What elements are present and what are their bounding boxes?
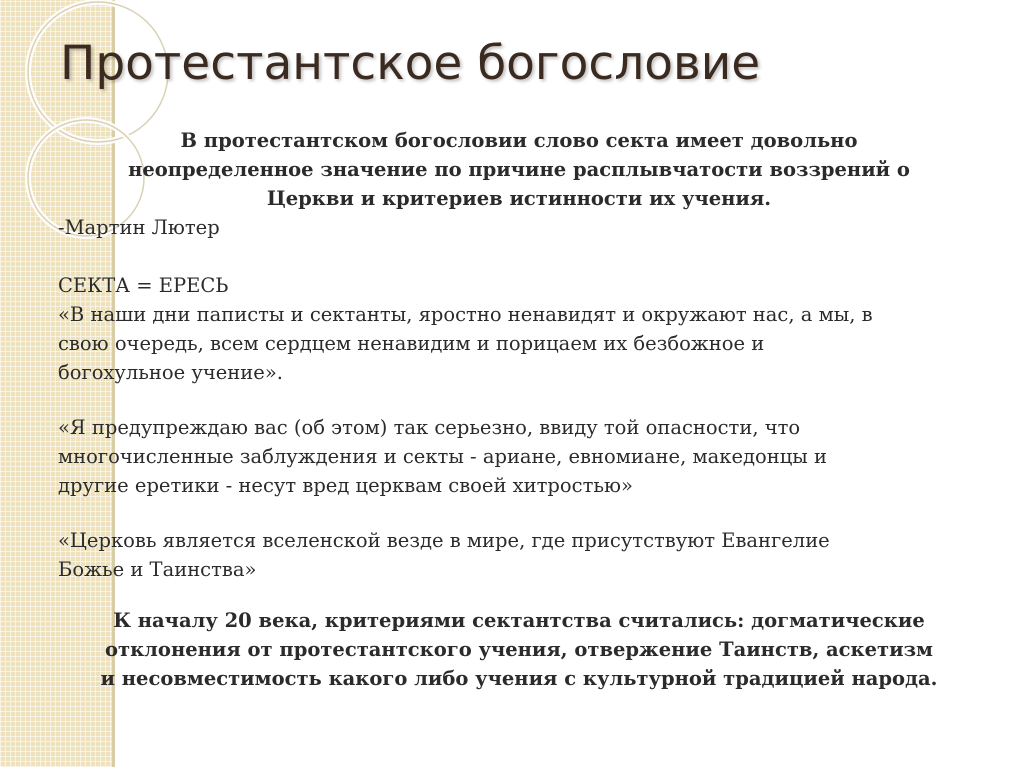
conclusion-line: отклонения от протестантского учения, отвержение Таинств, аскетизм (105, 638, 933, 661)
slide-content (58, 126, 980, 693)
quote-line: многочисленные заблуждения и секты - ариане, евномиане, македонцы и (58, 445, 827, 468)
quote-line: Божье и Таинства» (58, 558, 257, 581)
quote-line: свою очередь, всем сердцем ненавидим и порицаем их безбожное и (58, 332, 765, 355)
conclusion-line: К началу 20 века, критериями сектантства считались: догматические (113, 609, 925, 632)
quote-line: другие еретики - несут вред церквам своей хитростью» (58, 474, 633, 497)
intro-line: Церкви и критериев истинности их учения. (266, 187, 772, 210)
quote-line: «Церковь является вселенской везде в мире, где присутствуют Евангелие (58, 529, 830, 552)
conclusion-line: и несовместимость какого либо учения с культурной традицией народа. (100, 667, 938, 690)
sect-equation: СЕКТА = ЕРЕСЬ (58, 274, 229, 297)
quote-block (58, 526, 980, 584)
quote-block (58, 300, 980, 387)
quote-line: «Я предупреждаю вас (об этом) так серьезно, ввиду той опасности, что (58, 416, 801, 439)
intro-line: неопределенное значение по причине расплывчатости воззрений о (128, 158, 910, 181)
quote-line: «В наши дни паписты и сектанты, яростно ненавидят и окружают нас, а мы, в (58, 303, 873, 326)
intro-statement (58, 126, 980, 213)
slide-title: Протестантское богословие (60, 36, 761, 91)
intro-line: В протестантском богословии слово секта имеет довольно (180, 129, 858, 152)
quote-author: -Мартин Лютер (58, 216, 220, 239)
conclusion-statement (58, 606, 980, 693)
quote-block (58, 413, 980, 500)
quote-line: богохульное учение». (58, 361, 283, 384)
